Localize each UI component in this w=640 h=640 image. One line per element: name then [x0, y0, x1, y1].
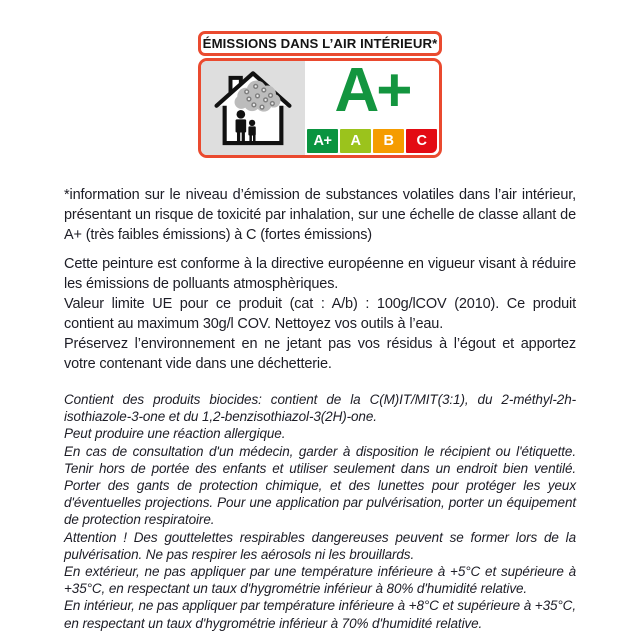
label-header	[198, 31, 442, 56]
body-text	[64, 185, 576, 632]
air-emissions-label	[198, 31, 442, 158]
house-emissions-icon	[208, 63, 298, 153]
label-title: ÉMISSIONS DANS L’AIR INTÉRIEUR*	[202, 36, 438, 51]
safety-paragraph-biocides: Contient des produits biocides: contient de la C(M)IT/MIT(3:1), du 2-méthyl-2h-isothiazole-3-one et du 1,2-benzisothiazol-3(2H)-one.	[64, 392, 576, 425]
rating-panel	[305, 58, 439, 155]
scale-cell-b: B	[373, 129, 404, 153]
pictogram-panel	[201, 61, 305, 155]
emissions-scale	[307, 129, 437, 153]
safety-paragraph-exterior: En extérieur, ne pas appliquer par une température inférieure à +5°C et supérieure à +35°C, en respectant un taux d'hygrométrie inférieur à 80% d'humidité relative.	[64, 564, 576, 597]
regulatory-paragraph-3: Préservez l’environnement en ne jetant pas vos résidus à l’égout et apportez votre contenant vide dans une déchetterie.	[64, 336, 576, 372]
safety-block	[64, 391, 576, 632]
safety-paragraph-interior: En intérieur, ne pas appliquer par température inférieure à +8°C et supérieure à +35°C, en respectant un taux d'hygrométrie inférieur à 70% d'humidité relative.	[64, 598, 576, 631]
scale-cell-a: A	[340, 129, 371, 153]
safety-paragraph-allergy: Peut produire une réaction allergique.	[64, 426, 286, 442]
label-body	[198, 58, 442, 158]
regulatory-paragraph-1: Cette peinture est conforme à la directive européenne en vigueur visant à réduire les émissions de polluants atmosphèriques.	[64, 256, 576, 292]
footnote-paragraph: *information sur le niveau d’émission de substances volatiles dans l’air intérieur, présentant un risque de toxicité par inhalation, sur une échelle de classe allant de A+ (très faibles émissions) à C (fortes émissions)	[64, 187, 576, 243]
safety-paragraph-spray-warning: Attention ! Des gouttelettes respirables dangereuses peuvent se former lors de la pulvérisation. Ne pas respirer les aérosols ni les brouillards.	[64, 529, 576, 562]
rating-value: A+	[334, 58, 410, 125]
regulatory-paragraph-2: Valeur limite UE pour ce produit (cat : A/b) : 100g/lCOV (2010). Ce produit contient au maximum 30g/l COV. Nettoyez vos outils à l’eau.	[64, 296, 576, 332]
safety-paragraph-precautions: En cas de consultation d'un médecin, garder à disposition le récipient ou l'étiquette. Tenir hors de portée des enfants et utiliser seulement dans un endroit bien ventilé. Porter des gants de protection chimique, et des lunettes pour protéger les yeux d'éventuelles projections. Pour une application par pulvérisation, porter un équipement de protection respiratoire.	[64, 443, 576, 528]
scale-cell-c: C	[406, 129, 437, 153]
scale-cell-a-plus: A+	[307, 129, 338, 153]
regulatory-block	[64, 254, 576, 374]
